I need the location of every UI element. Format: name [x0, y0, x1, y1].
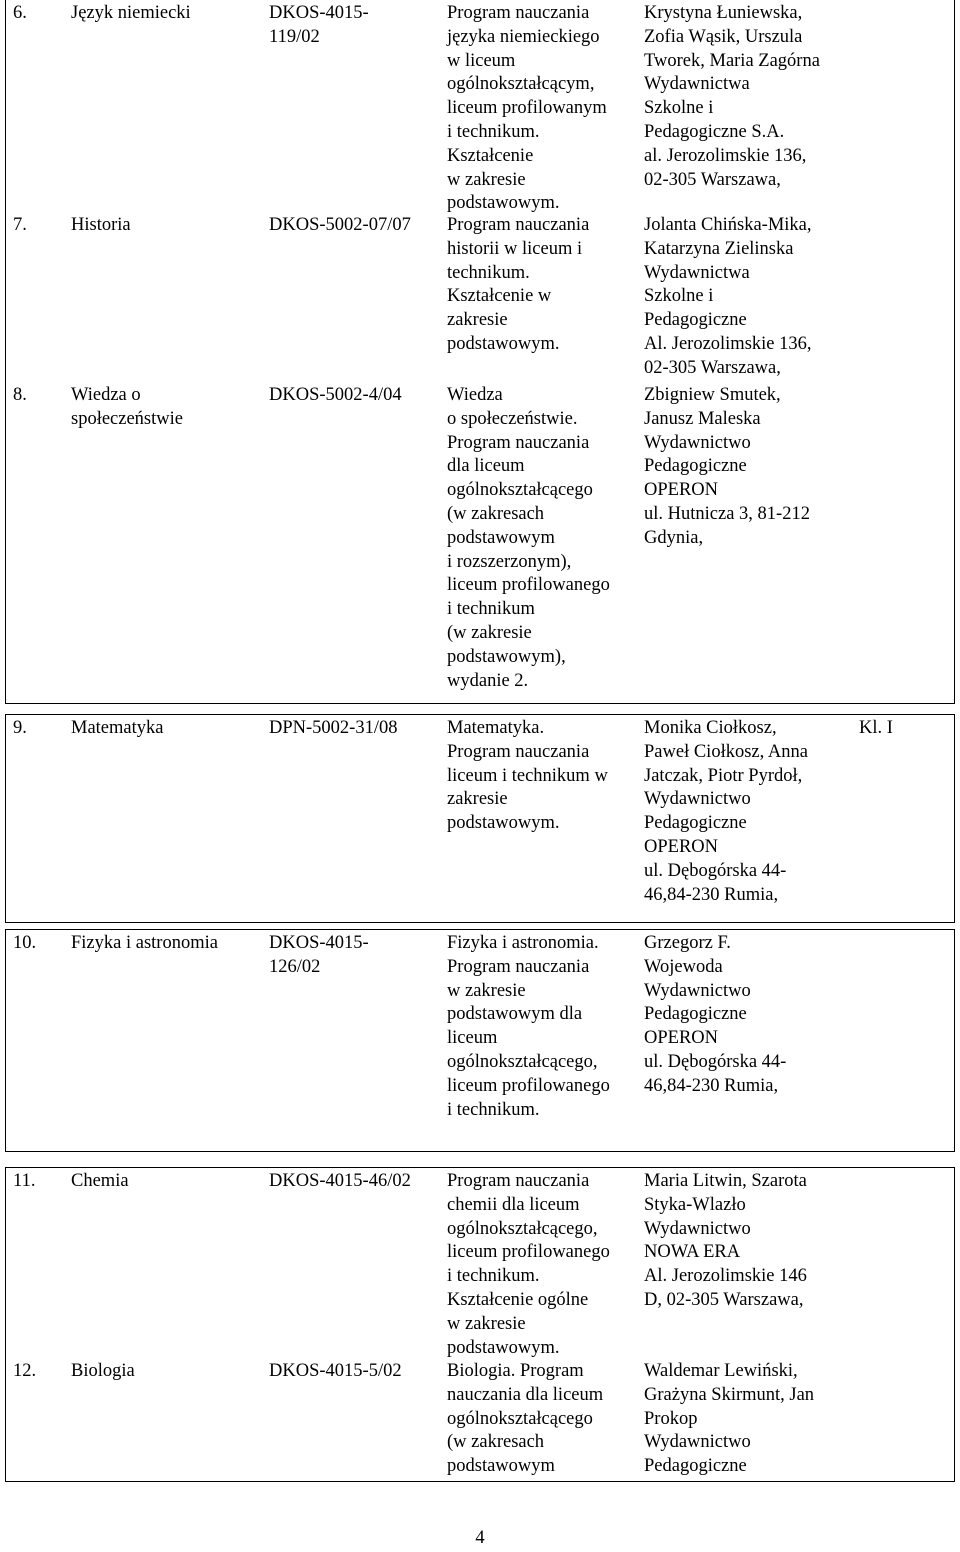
program-description-line: liceum profilowanym — [447, 98, 607, 119]
authors-publisher-line: Zbigniew Smutek, — [644, 385, 781, 405]
authors-publisher-line: 02-305 Warszawa, — [644, 169, 781, 190]
program-description-line: liceum profilowanego — [447, 1242, 610, 1263]
approval-code-line: DKOS-4015- — [269, 3, 369, 23]
row-number-text: 9. — [13, 718, 27, 738]
program-description — [447, 932, 610, 1122]
subject-name — [71, 717, 163, 741]
authors-publisher-line: Styka-Wlazło — [644, 1194, 746, 1215]
authors-publisher-line: Wydawnictwo — [644, 432, 751, 453]
table-row — [5, 382, 955, 704]
approval-code-line: DKOS-5002-07/07 — [269, 215, 411, 235]
subject-name — [71, 214, 131, 238]
program-description-line: i rozszerzonym), — [447, 551, 572, 572]
authors-publisher-line: Grażyna Skirmunt, Jan — [644, 1384, 815, 1405]
program-description-line: dla liceum — [447, 456, 525, 477]
program-description-line: (w zakresach — [447, 503, 545, 524]
row-number — [13, 717, 27, 741]
program-description-line: Program nauczania — [447, 215, 590, 235]
row-number-text: 10. — [13, 933, 37, 953]
class-level — [859, 717, 893, 741]
row-number-text: 11. — [13, 1171, 36, 1191]
program-description-line: Kształcenie — [447, 145, 534, 166]
program-description-line: języka niemieckiego — [447, 26, 600, 47]
program-description-line: ogólnokształcącego — [447, 480, 593, 501]
program-description-line: (w zakresie — [447, 622, 532, 643]
program-description-line: w zakresie — [447, 980, 526, 1001]
program-description-line: Program nauczania — [447, 3, 590, 23]
program-description-line: historii w liceum i — [447, 238, 583, 259]
program-description-line: podstawowym dla — [447, 1004, 583, 1025]
row-number — [13, 214, 27, 238]
authors-publisher-line: Szkolne i — [644, 286, 714, 307]
authors-publisher-line: Pedagogiczne — [644, 310, 747, 331]
authors-publisher-line: Pedagogiczne — [644, 1456, 747, 1477]
program-description-line: Program nauczania — [447, 432, 590, 453]
table-row — [5, 212, 955, 382]
subject-name-line: Fizyka i astronomia — [71, 933, 218, 953]
program-description-line: zakresie — [447, 789, 508, 810]
authors-publisher-line: Jatczak, Piotr Pyrdoł, — [644, 765, 803, 786]
subject-name-line: Historia — [71, 215, 131, 235]
program-description-line: Program nauczania — [447, 956, 590, 977]
subject-name — [71, 2, 191, 26]
row-number-text: 7. — [13, 215, 27, 235]
program-description-line: ogólnokształcącego — [447, 1408, 593, 1429]
row-number — [13, 932, 36, 956]
row-number-text: 6. — [13, 3, 27, 23]
program-description-line: chemii dla liceum — [447, 1194, 580, 1215]
subject-name-line: Wiedza o — [71, 385, 141, 405]
authors-publisher-line: Jolanta Chińska-Mika, — [644, 215, 812, 235]
program-description-line: Fizyka i astronomia. — [447, 933, 599, 953]
program-description-line: (w zakresach — [447, 1432, 545, 1453]
authors-publisher — [644, 214, 812, 381]
authors-publisher — [644, 1170, 807, 1313]
program-description-line: ogólnokształcącego, — [447, 1051, 598, 1072]
program-description-line: Program nauczania — [447, 741, 590, 762]
program-description-line: podstawowym — [447, 1456, 555, 1477]
authors-publisher-line: 02-305 Warszawa, — [644, 357, 781, 378]
authors-publisher — [644, 932, 786, 1099]
program-description-line: i technikum. — [447, 1099, 540, 1120]
program-description-line: technikum. — [447, 262, 530, 283]
program-description-line: Matematyka. — [447, 718, 545, 738]
subject-name — [71, 932, 218, 956]
program-description-line: podstawowym. — [447, 1337, 560, 1358]
approval-code-line: DKOS-4015- — [269, 933, 369, 953]
approval-code — [269, 932, 369, 980]
approval-code-line: DKOS-4015-5/02 — [269, 1361, 402, 1381]
approval-code — [269, 1360, 402, 1384]
subject-name — [71, 1170, 129, 1194]
authors-publisher-line: Pedagogiczne S.A. — [644, 121, 785, 142]
program-description-line: liceum profilowanego — [447, 1075, 610, 1096]
approval-code — [269, 717, 397, 741]
authors-publisher-line: 46,84-230 Rumia, — [644, 884, 779, 905]
authors-publisher-line: Al. Jerozolimskie 146 — [644, 1266, 807, 1287]
authors-publisher — [644, 1360, 814, 1479]
program-description-line: Biologia. Program — [447, 1361, 584, 1381]
table-row — [5, 929, 955, 1152]
program-description-line: podstawowym), — [447, 646, 566, 667]
authors-publisher-line: Pedagogiczne — [644, 813, 747, 834]
program-description-line: Wiedza — [447, 385, 503, 405]
authors-publisher-line: Gdynia, — [644, 527, 704, 548]
program-description-line: ogólnokształcącego, — [447, 1218, 598, 1239]
authors-publisher-line: Prokop — [644, 1408, 698, 1429]
authors-publisher-line: OPERON — [644, 836, 719, 857]
program-description-line: liceum — [447, 1028, 498, 1049]
approval-code — [269, 1170, 411, 1194]
program-description-line: w zakresie — [447, 1313, 526, 1334]
program-description-line: podstawowym. — [447, 333, 560, 354]
authors-publisher-line: ul. Hutnicza 3, 81-212 — [644, 503, 810, 524]
program-description-line: w liceum — [447, 50, 516, 71]
program-description — [447, 214, 589, 357]
subject-name-line: Chemia — [71, 1171, 129, 1191]
program-description-line: podstawowym. — [447, 193, 560, 214]
authors-publisher-line: ul. Dębogórska 44- — [644, 1051, 787, 1072]
table-row — [5, 1358, 955, 1482]
program-description-line: podstawowym — [447, 527, 555, 548]
authors-publisher-line: D, 02-305 Warszawa, — [644, 1289, 804, 1310]
authors-publisher — [644, 717, 808, 907]
program-description — [447, 1170, 610, 1360]
authors-publisher — [644, 2, 820, 192]
row-number — [13, 1170, 35, 1194]
approval-code — [269, 214, 411, 238]
row-number-text: 8. — [13, 385, 27, 405]
authors-publisher-line: Szkolne i — [644, 98, 714, 119]
program-description-line: nauczania dla liceum — [447, 1384, 604, 1405]
program-description-line: liceum i technikum w — [447, 765, 608, 786]
authors-publisher-line: NOWA ERA — [644, 1242, 741, 1263]
approval-code-line: 126/02 — [269, 956, 321, 977]
program-description — [447, 717, 608, 836]
program-description-line: zakresie — [447, 310, 508, 331]
table-row — [5, 0, 955, 212]
authors-publisher-line: Monika Ciołkosz, — [644, 718, 777, 738]
program-description — [447, 2, 607, 216]
table-row — [5, 714, 955, 923]
program-description-line: Kształcenie ogólne — [447, 1289, 589, 1310]
program-description-line: o społeczeństwie. — [447, 408, 578, 429]
program-description-line: Kształcenie w — [447, 286, 552, 307]
program-description-line: i technikum. — [447, 1266, 540, 1287]
authors-publisher-line: ul. Dębogórska 44- — [644, 860, 787, 881]
approval-code-line: DKOS-5002-4/04 — [269, 385, 402, 405]
authors-publisher-line: Maria Litwin, Szarota — [644, 1171, 807, 1191]
program-description-line: i technikum — [447, 599, 535, 620]
table-row — [5, 1167, 955, 1358]
row-number — [13, 384, 27, 408]
page-number: 4 — [475, 1528, 485, 1548]
subject-name-line: Matematyka — [71, 718, 164, 738]
authors-publisher-line: Wydawnictwa — [644, 262, 750, 283]
authors-publisher-line: Waldemar Lewiński, — [644, 1361, 798, 1381]
approval-code — [269, 384, 402, 408]
program-description — [447, 1360, 603, 1479]
approval-code-line: DPN-5002-31/08 — [269, 718, 398, 738]
authors-publisher-line: OPERON — [644, 1028, 719, 1049]
approval-code — [269, 2, 369, 50]
authors-publisher-line: Zofia Wąsik, Urszula — [644, 26, 803, 47]
authors-publisher — [644, 384, 810, 551]
authors-publisher-line: Wydawnictwo — [644, 789, 751, 810]
authors-publisher-line: Wydawnictwo — [644, 1432, 751, 1453]
authors-publisher-line: Janusz Maleska — [644, 408, 761, 429]
approval-code-line: 119/02 — [269, 26, 320, 47]
subject-name-line: społeczeństwie — [71, 408, 183, 429]
authors-publisher-line: al. Jerozolimskie 136, — [644, 145, 807, 166]
class-level-text: Kl. I — [859, 718, 893, 738]
authors-publisher-line: Grzegorz F. — [644, 933, 731, 953]
row-number-text: 12. — [13, 1361, 37, 1381]
authors-publisher-line: Tworek, Maria Zagórna — [644, 50, 820, 71]
authors-publisher-line: Wydawnictwo — [644, 980, 751, 1001]
authors-publisher-line: Wojewoda — [644, 956, 723, 977]
authors-publisher-line: Wydawnictwa — [644, 74, 750, 95]
approval-code-line: DKOS-4015-46/02 — [269, 1171, 411, 1191]
authors-publisher-line: 46,84-230 Rumia, — [644, 1075, 779, 1096]
subject-name — [71, 384, 183, 432]
program-description-line: liceum profilowanego — [447, 575, 610, 596]
authors-publisher-line: Al. Jerozolimskie 136, — [644, 333, 812, 354]
authors-publisher-line: OPERON — [644, 480, 719, 501]
subject-name — [71, 1360, 135, 1384]
authors-publisher-line: Paweł Ciołkosz, Anna — [644, 741, 808, 762]
authors-publisher-line: Pedagogiczne — [644, 456, 747, 477]
authors-publisher-line: Wydawnictwo — [644, 1218, 751, 1239]
row-number — [13, 2, 27, 26]
authors-publisher-line: Pedagogiczne — [644, 1004, 747, 1025]
program-description-line: podstawowym. — [447, 813, 560, 834]
program-description-line: Program nauczania — [447, 1171, 590, 1191]
program-description-line: wydanie 2. — [447, 670, 529, 691]
subject-name-line: Język niemiecki — [71, 3, 191, 23]
authors-publisher-line: Krystyna Łuniewska, — [644, 3, 803, 23]
authors-publisher-line: Katarzyna Zielinska — [644, 238, 794, 259]
program-description — [447, 384, 610, 693]
program-description-line: ogólnokształcącym, — [447, 74, 595, 95]
program-description-line: w zakresie — [447, 169, 526, 190]
row-number — [13, 1360, 36, 1384]
program-description-line: i technikum. — [447, 121, 540, 142]
subject-name-line: Biologia — [71, 1361, 135, 1381]
